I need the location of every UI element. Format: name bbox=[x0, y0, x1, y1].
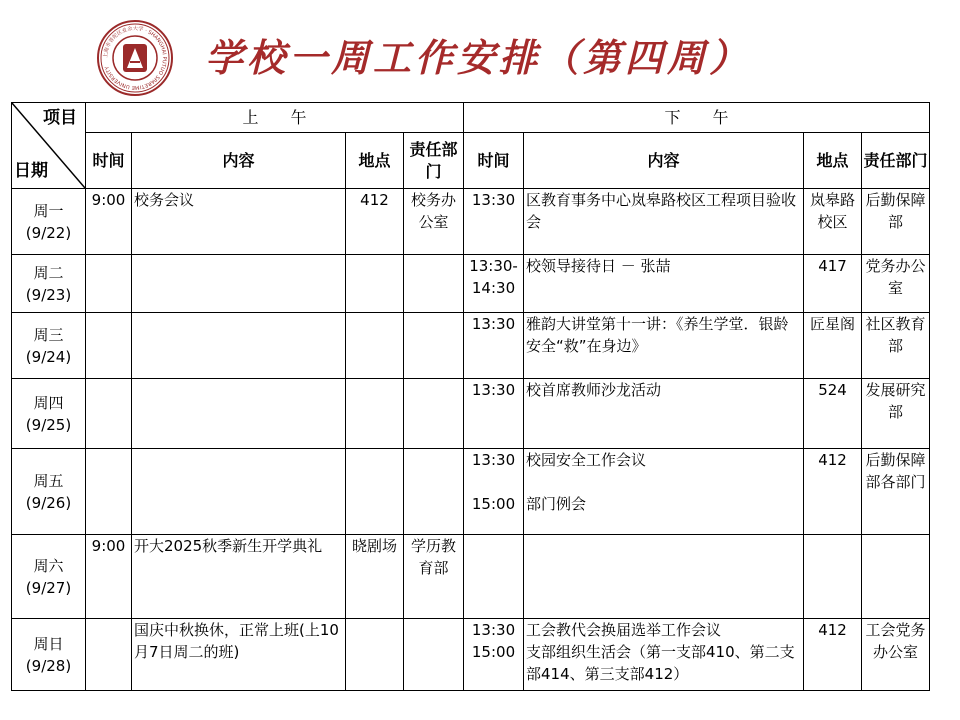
am-place-cell bbox=[346, 379, 404, 449]
day-cell: 周二 (9/23) bbox=[12, 255, 86, 313]
am-content-cell bbox=[132, 379, 346, 449]
am-place-cell bbox=[346, 449, 404, 535]
pm-content-cell bbox=[524, 535, 804, 619]
pm-content-cell: 校园安全工作会议 部门例会 bbox=[524, 449, 804, 535]
pm-time-cell bbox=[464, 535, 524, 619]
afternoon-header: 下 午 bbox=[464, 103, 930, 133]
pm-dept-cell: 后勤保障部各部门 bbox=[862, 449, 930, 535]
pm-content-cell: 校首席教师沙龙活动 bbox=[524, 379, 804, 449]
am-place-header: 地点 bbox=[346, 133, 404, 189]
table-row bbox=[12, 535, 930, 619]
corner-label-item: 项目 bbox=[43, 108, 77, 128]
am-time-header: 时间 bbox=[86, 133, 132, 189]
school-seal-icon bbox=[99, 22, 171, 94]
am-content-header: 内容 bbox=[132, 133, 346, 189]
am-dept-cell: 学历教育部 bbox=[404, 535, 464, 619]
table-row bbox=[12, 619, 930, 691]
day-cell: 周一 (9/22) bbox=[12, 189, 86, 255]
page-title: 学校一周工作安排（第四周） bbox=[205, 35, 752, 80]
am-content-cell: 校务会议 bbox=[132, 189, 346, 255]
am-place-cell: 晓剧场 bbox=[346, 535, 404, 619]
weekly-schedule-table bbox=[11, 102, 930, 691]
am-time-cell: 9:00 bbox=[86, 535, 132, 619]
am-dept-cell bbox=[404, 619, 464, 691]
pm-place-cell: 417 bbox=[804, 255, 862, 313]
am-place-cell bbox=[346, 619, 404, 691]
pm-dept-header: 责任部门 bbox=[862, 133, 930, 189]
day-cell: 周六 (9/27) bbox=[12, 535, 86, 619]
am-time-cell bbox=[86, 379, 132, 449]
am-time-cell bbox=[86, 313, 132, 379]
am-content-cell bbox=[132, 449, 346, 535]
pm-place-cell bbox=[804, 535, 862, 619]
pm-content-cell: 校领导接待日 － 张喆 bbox=[524, 255, 804, 313]
pm-time-cell: 13:30 15:00 bbox=[464, 449, 524, 535]
pm-place-cell: 412 bbox=[804, 619, 862, 691]
pm-place-cell: 524 bbox=[804, 379, 862, 449]
pm-time-cell: 13:30 bbox=[464, 379, 524, 449]
pm-place-cell: 岚皋路校区 bbox=[804, 189, 862, 255]
pm-place-cell: 412 bbox=[804, 449, 862, 535]
am-place-cell: 412 bbox=[346, 189, 404, 255]
am-dept-cell: 校务办公室 bbox=[404, 189, 464, 255]
am-dept-cell bbox=[404, 255, 464, 313]
school-logo bbox=[97, 20, 173, 96]
am-dept-cell bbox=[404, 379, 464, 449]
pm-time-header: 时间 bbox=[464, 133, 524, 189]
corner-label-date: 日期 bbox=[14, 161, 48, 181]
am-time-cell bbox=[86, 619, 132, 691]
day-cell: 周三 (9/24) bbox=[12, 313, 86, 379]
am-content-cell bbox=[132, 255, 346, 313]
pm-time-cell: 13:30 bbox=[464, 189, 524, 255]
morning-header: 上 午 bbox=[86, 103, 464, 133]
pm-time-cell: 13:30 15:00 bbox=[464, 619, 524, 691]
pm-dept-cell: 党务办公室 bbox=[862, 255, 930, 313]
pm-time-cell: 13:30 bbox=[464, 313, 524, 379]
pm-content-header: 内容 bbox=[524, 133, 804, 189]
am-content-cell bbox=[132, 313, 346, 379]
page-header bbox=[0, 0, 960, 100]
header-row-columns bbox=[12, 133, 930, 189]
header-row-sections bbox=[12, 103, 930, 133]
pm-dept-cell bbox=[862, 535, 930, 619]
pm-dept-cell: 发展研究部 bbox=[862, 379, 930, 449]
am-place-cell bbox=[346, 313, 404, 379]
table-row bbox=[12, 379, 930, 449]
pm-dept-cell: 后勤保障部 bbox=[862, 189, 930, 255]
table-row bbox=[12, 189, 930, 255]
pm-content-cell: 雅韵大讲堂第十一讲：《养生学堂．银龄安全“救”在身边》 bbox=[524, 313, 804, 379]
table-row bbox=[12, 449, 930, 535]
am-content-cell: 国庆中秋换休，正常上班(上10月7日周二的班) bbox=[132, 619, 346, 691]
pm-place-header: 地点 bbox=[804, 133, 862, 189]
am-dept-header: 责任部门 bbox=[404, 133, 464, 189]
table-row bbox=[12, 255, 930, 313]
pm-content-cell: 工会教代会换届选举工作会议 支部组织生活会（第一支部410、第二支部414、第三支部412） bbox=[524, 619, 804, 691]
pm-dept-cell: 社区教育部 bbox=[862, 313, 930, 379]
am-time-cell bbox=[86, 255, 132, 313]
am-time-cell: 9:00 bbox=[86, 189, 132, 255]
corner-header-cell bbox=[12, 103, 86, 189]
am-content-cell: 开大2025秋季新生开学典礼 bbox=[132, 535, 346, 619]
svg-text:上海市普陀区业余大学 · SHANGHAI PUTUO SP: 上海市普陀区业余大学 · SHANGHAI PUTUO SPARETIME UNIVERSITY bbox=[102, 25, 168, 91]
day-cell: 周四 (9/25) bbox=[12, 379, 86, 449]
am-dept-cell bbox=[404, 449, 464, 535]
day-cell: 周日 (9/28) bbox=[12, 619, 86, 691]
pm-place-cell: 匠星阁 bbox=[804, 313, 862, 379]
day-cell: 周五 (9/26) bbox=[12, 449, 86, 535]
am-dept-cell bbox=[404, 313, 464, 379]
am-place-cell bbox=[346, 255, 404, 313]
pm-content-cell: 区教育事务中心岚皋路校区工程项目验收会 bbox=[524, 189, 804, 255]
pm-dept-cell: 工会党务办公室 bbox=[862, 619, 930, 691]
table-row bbox=[12, 313, 930, 379]
pm-time-cell: 13:30-14:30 bbox=[464, 255, 524, 313]
am-time-cell bbox=[86, 449, 132, 535]
